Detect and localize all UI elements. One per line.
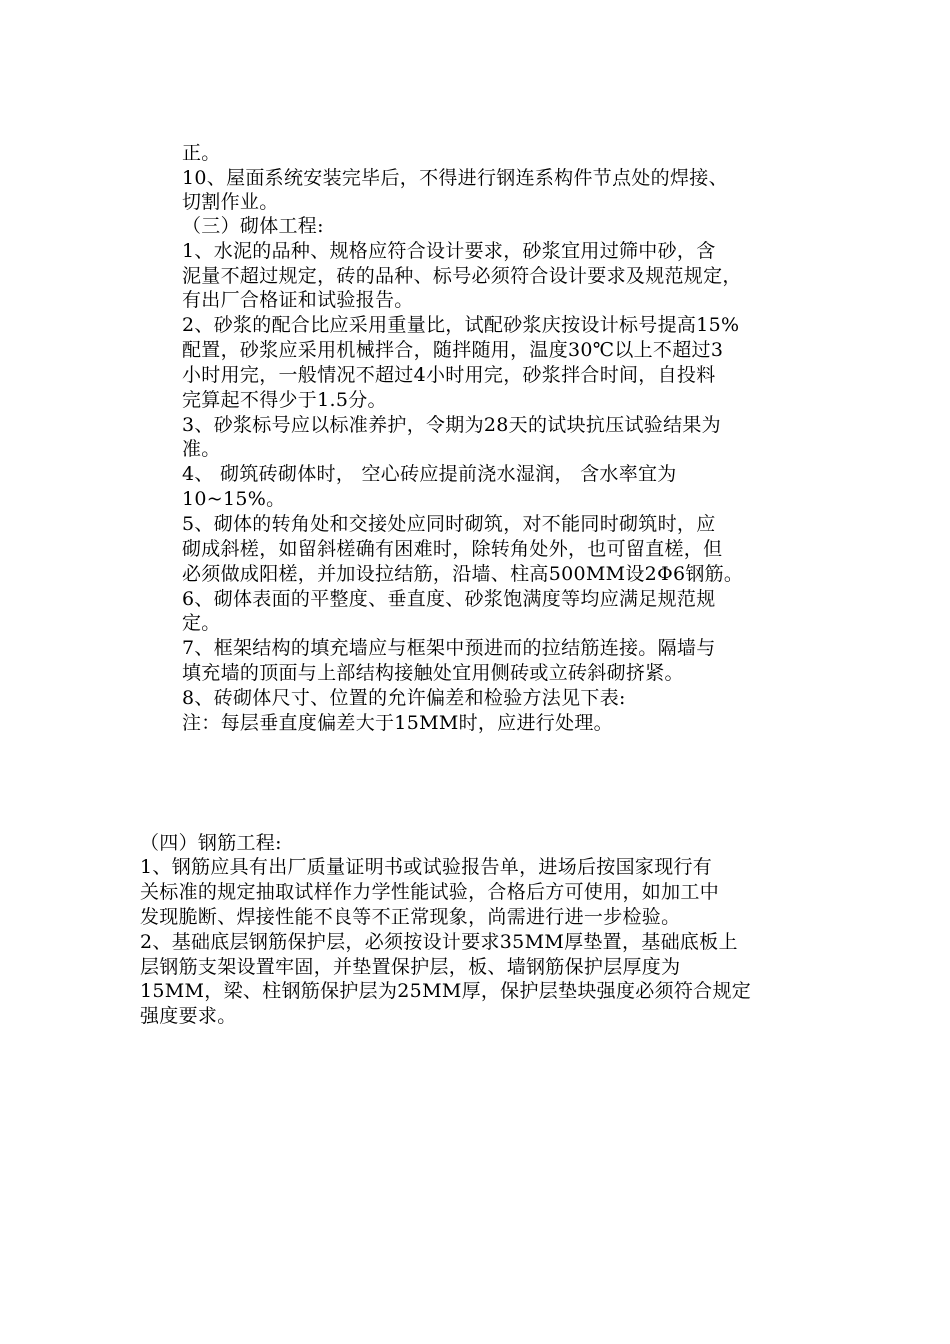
text-line: 有出厂合格证和试验报告。 bbox=[182, 289, 414, 311]
text-line: 关标准的规定抽取试样作力学性能试验，合格后方可使用，如加工中 bbox=[140, 881, 720, 903]
text-line: 10~15%。 bbox=[182, 488, 286, 510]
text-line: 配置，砂浆应采用机械拌合，随拌随用，温度30℃以上不超过3 bbox=[182, 339, 724, 361]
text-line: 7、框架结构的填充墙应与框架中预进而的拉结筋连接。隔墙与 bbox=[182, 637, 716, 659]
text-line: 定。 bbox=[182, 612, 221, 634]
text-line: 1、钢筋应具有出厂质量证明书或试验报告单，进场后按国家现行有 bbox=[140, 856, 713, 878]
text-line: 1、水泥的品种、规格应符合设计要求，砂浆宜用过筛中砂，含 bbox=[182, 240, 716, 262]
text-line: 2、砂浆的配合比应采用重量比，试配砂浆庆按设计标号提高15% bbox=[182, 314, 740, 336]
text-line: 10、屋面系统安装完毕后，不得进行钢连系构件节点处的焊接、 bbox=[182, 167, 728, 189]
text-line: 5、砌体的转角处和交接处应同时砌筑，对不能同时砌筑时，应 bbox=[182, 513, 716, 535]
text-line: 2、基础底层钢筋保护层，必须按设计要求35MM厚垫置，基础底板上 bbox=[140, 931, 738, 953]
text-line: 准。 bbox=[182, 438, 221, 460]
section-heading: （四）钢筋工程: bbox=[140, 832, 282, 854]
text-line: 必须做成阳槎，并加设拉结筋，沿墙、柱高500MM设2Φ6钢筋。 bbox=[182, 563, 744, 585]
text-line: 强度要求。 bbox=[140, 1005, 237, 1027]
text-line: 15MM，梁、柱钢筋保护层为25MM厚，保护层垫块强度必须符合规定 bbox=[140, 980, 752, 1002]
text-line: 填充墙的顶面与上部结构接触处宜用侧砖或立砖斜砌挤紧。 bbox=[182, 662, 684, 684]
text-line: 发现脆断、焊接性能不良等不正常现象，尚需进行进一步检验。 bbox=[140, 906, 681, 928]
section-heading: （三）砌体工程: bbox=[182, 215, 324, 237]
text-line: 小时用完，一般情况不超过4小时用完，砂浆拌合时间，自投料 bbox=[182, 364, 716, 386]
text-line: 8、砖砌体尺寸、位置的允许偏差和检验方法见下表: bbox=[182, 687, 626, 709]
text-line: 切割作业。 bbox=[182, 191, 279, 213]
text-line: 6、砌体表面的平整度、垂直度、砂浆饱满度等均应满足规范规 bbox=[182, 588, 716, 610]
text-line: 泥量不超过规定，砖的品种、标号必须符合设计要求及规范规定， bbox=[182, 265, 742, 287]
note-line: 注：每层垂直度偏差大于15MM时，应进行处理。 bbox=[182, 712, 613, 734]
text-line: 砌成斜槎，如留斜槎确有困难时，除转角处外，也可留直槎，但 bbox=[182, 538, 723, 560]
text-line: 正。 bbox=[182, 142, 221, 164]
text-line: 3、砂浆标号应以标准养护，令期为28天的试块抗压试验结果为 bbox=[182, 414, 721, 436]
text-line: 4、 砌筑砖砌体时， 空心砖应提前浇水湿润， 含水率宜为 bbox=[182, 463, 677, 485]
text-line: 完算起不得少于1.5分。 bbox=[182, 389, 387, 411]
text-line: 层钢筋支架设置牢固，并垫置保护层，板、墙钢筋保护层厚度为 bbox=[140, 956, 681, 978]
